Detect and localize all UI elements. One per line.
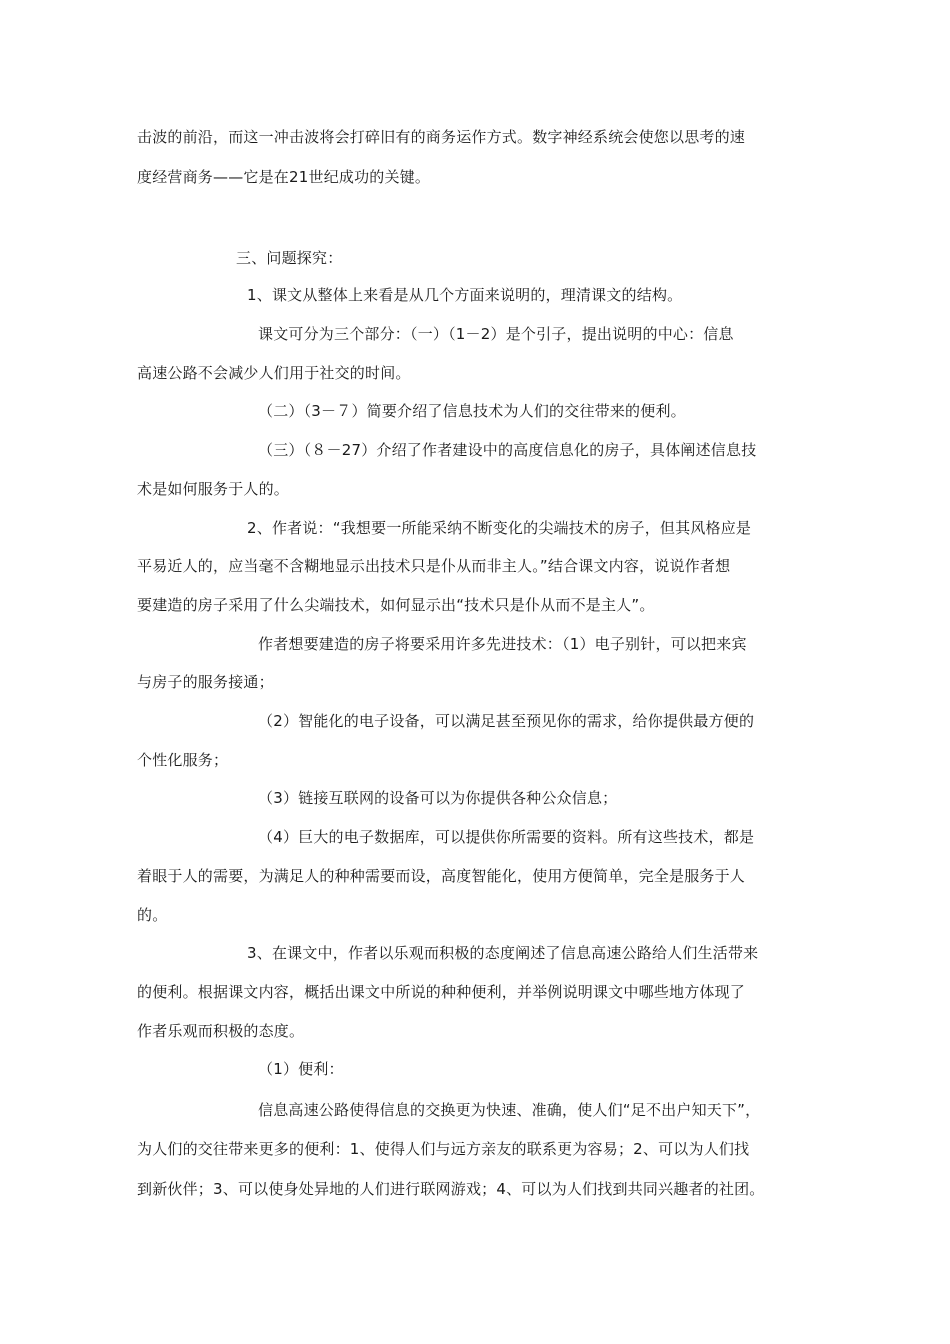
text-line: 术是如何服务于人的。 <box>137 480 290 498</box>
text-line: 的。 <box>137 906 168 924</box>
text-line: （二）（3－７）简要介绍了信息技术为人们的交往带来的便利。 <box>258 402 686 420</box>
text-line: （2）智能化的电子设备，可以满足甚至预见你的需求，给你提供最方便的 <box>258 712 755 730</box>
text-line: 度经营商务——它是在21世纪成功的关键。 <box>137 168 431 186</box>
question-1: 1、课文从整体上来看是从几个方面来说明的，理清课文的结构。 <box>247 286 683 304</box>
text-line: 为人们的交往带来更多的便利：1、使得人们与远方亲友的联系更为容易；2、可以为人们找 <box>137 1140 750 1158</box>
text-line: 到新伙伴；3、可以使身处异地的人们进行联网游戏；4、可以为人们找到共同兴趣者的社团。 <box>137 1180 765 1198</box>
text-line: （4）巨大的电子数据库，可以提供你所需要的资料。所有这些技术，都是 <box>258 828 755 846</box>
text-line: 课文可分为三个部分：（一）（1－2）是个引子，提出说明的中心：信息 <box>258 325 734 343</box>
text-line: 击波的前沿，而这一冲击波将会打碎旧有的商务运作方式。数字神经系统会使您以思考的速 <box>137 128 746 146</box>
text-line: 的便利。根据课文内容，概括出课文中所说的种种便利，并举例说明课文中哪些地方体现了 <box>137 983 746 1001</box>
text-line: 着眼于人的需要，为满足人的种种需要而设，高度智能化，使用方便简单，完全是服务于人 <box>137 867 746 885</box>
question-2: 2、作者说：“我想要一所能采纳不断变化的尖端技术的房子，但其风格应是 <box>247 519 752 537</box>
text-line: （三）（８－27）介绍了作者建设中的高度信息化的房子，具体阐述信息技 <box>258 441 757 459</box>
text-line: 要建造的房子采用了什么尖端技术，如何显示出“技术只是仆从而不是主人”。 <box>137 596 655 614</box>
text-line: 高速公路不会减少人们用于社交的时间。 <box>137 364 411 382</box>
text-line: 平易近人的，应当毫不含糊地显示出技术只是仆从而非主人。”结合课文内容，说说作者想 <box>137 557 731 575</box>
text-line: 与房子的服务接通； <box>137 673 274 691</box>
text-line: 作者乐观而积极的态度。 <box>137 1022 305 1040</box>
section-heading: 三、问题探究： <box>236 249 343 267</box>
text-line: 作者想要建造的房子将要采用许多先进技术：（1）电子别针，可以把来宾 <box>258 635 747 653</box>
text-line: 个性化服务； <box>137 751 229 769</box>
text-line: （1）便利： <box>258 1060 344 1078</box>
question-3: 3、在课文中，作者以乐观而积极的态度阐述了信息高速公路给人们生活带来 <box>247 944 759 962</box>
text-line: 信息高速公路使得信息的交换更为快速、准确，使人们“足不出户知天下”， <box>258 1101 761 1119</box>
text-line: （3）链接互联网的设备可以为你提供各种公众信息； <box>258 789 618 807</box>
